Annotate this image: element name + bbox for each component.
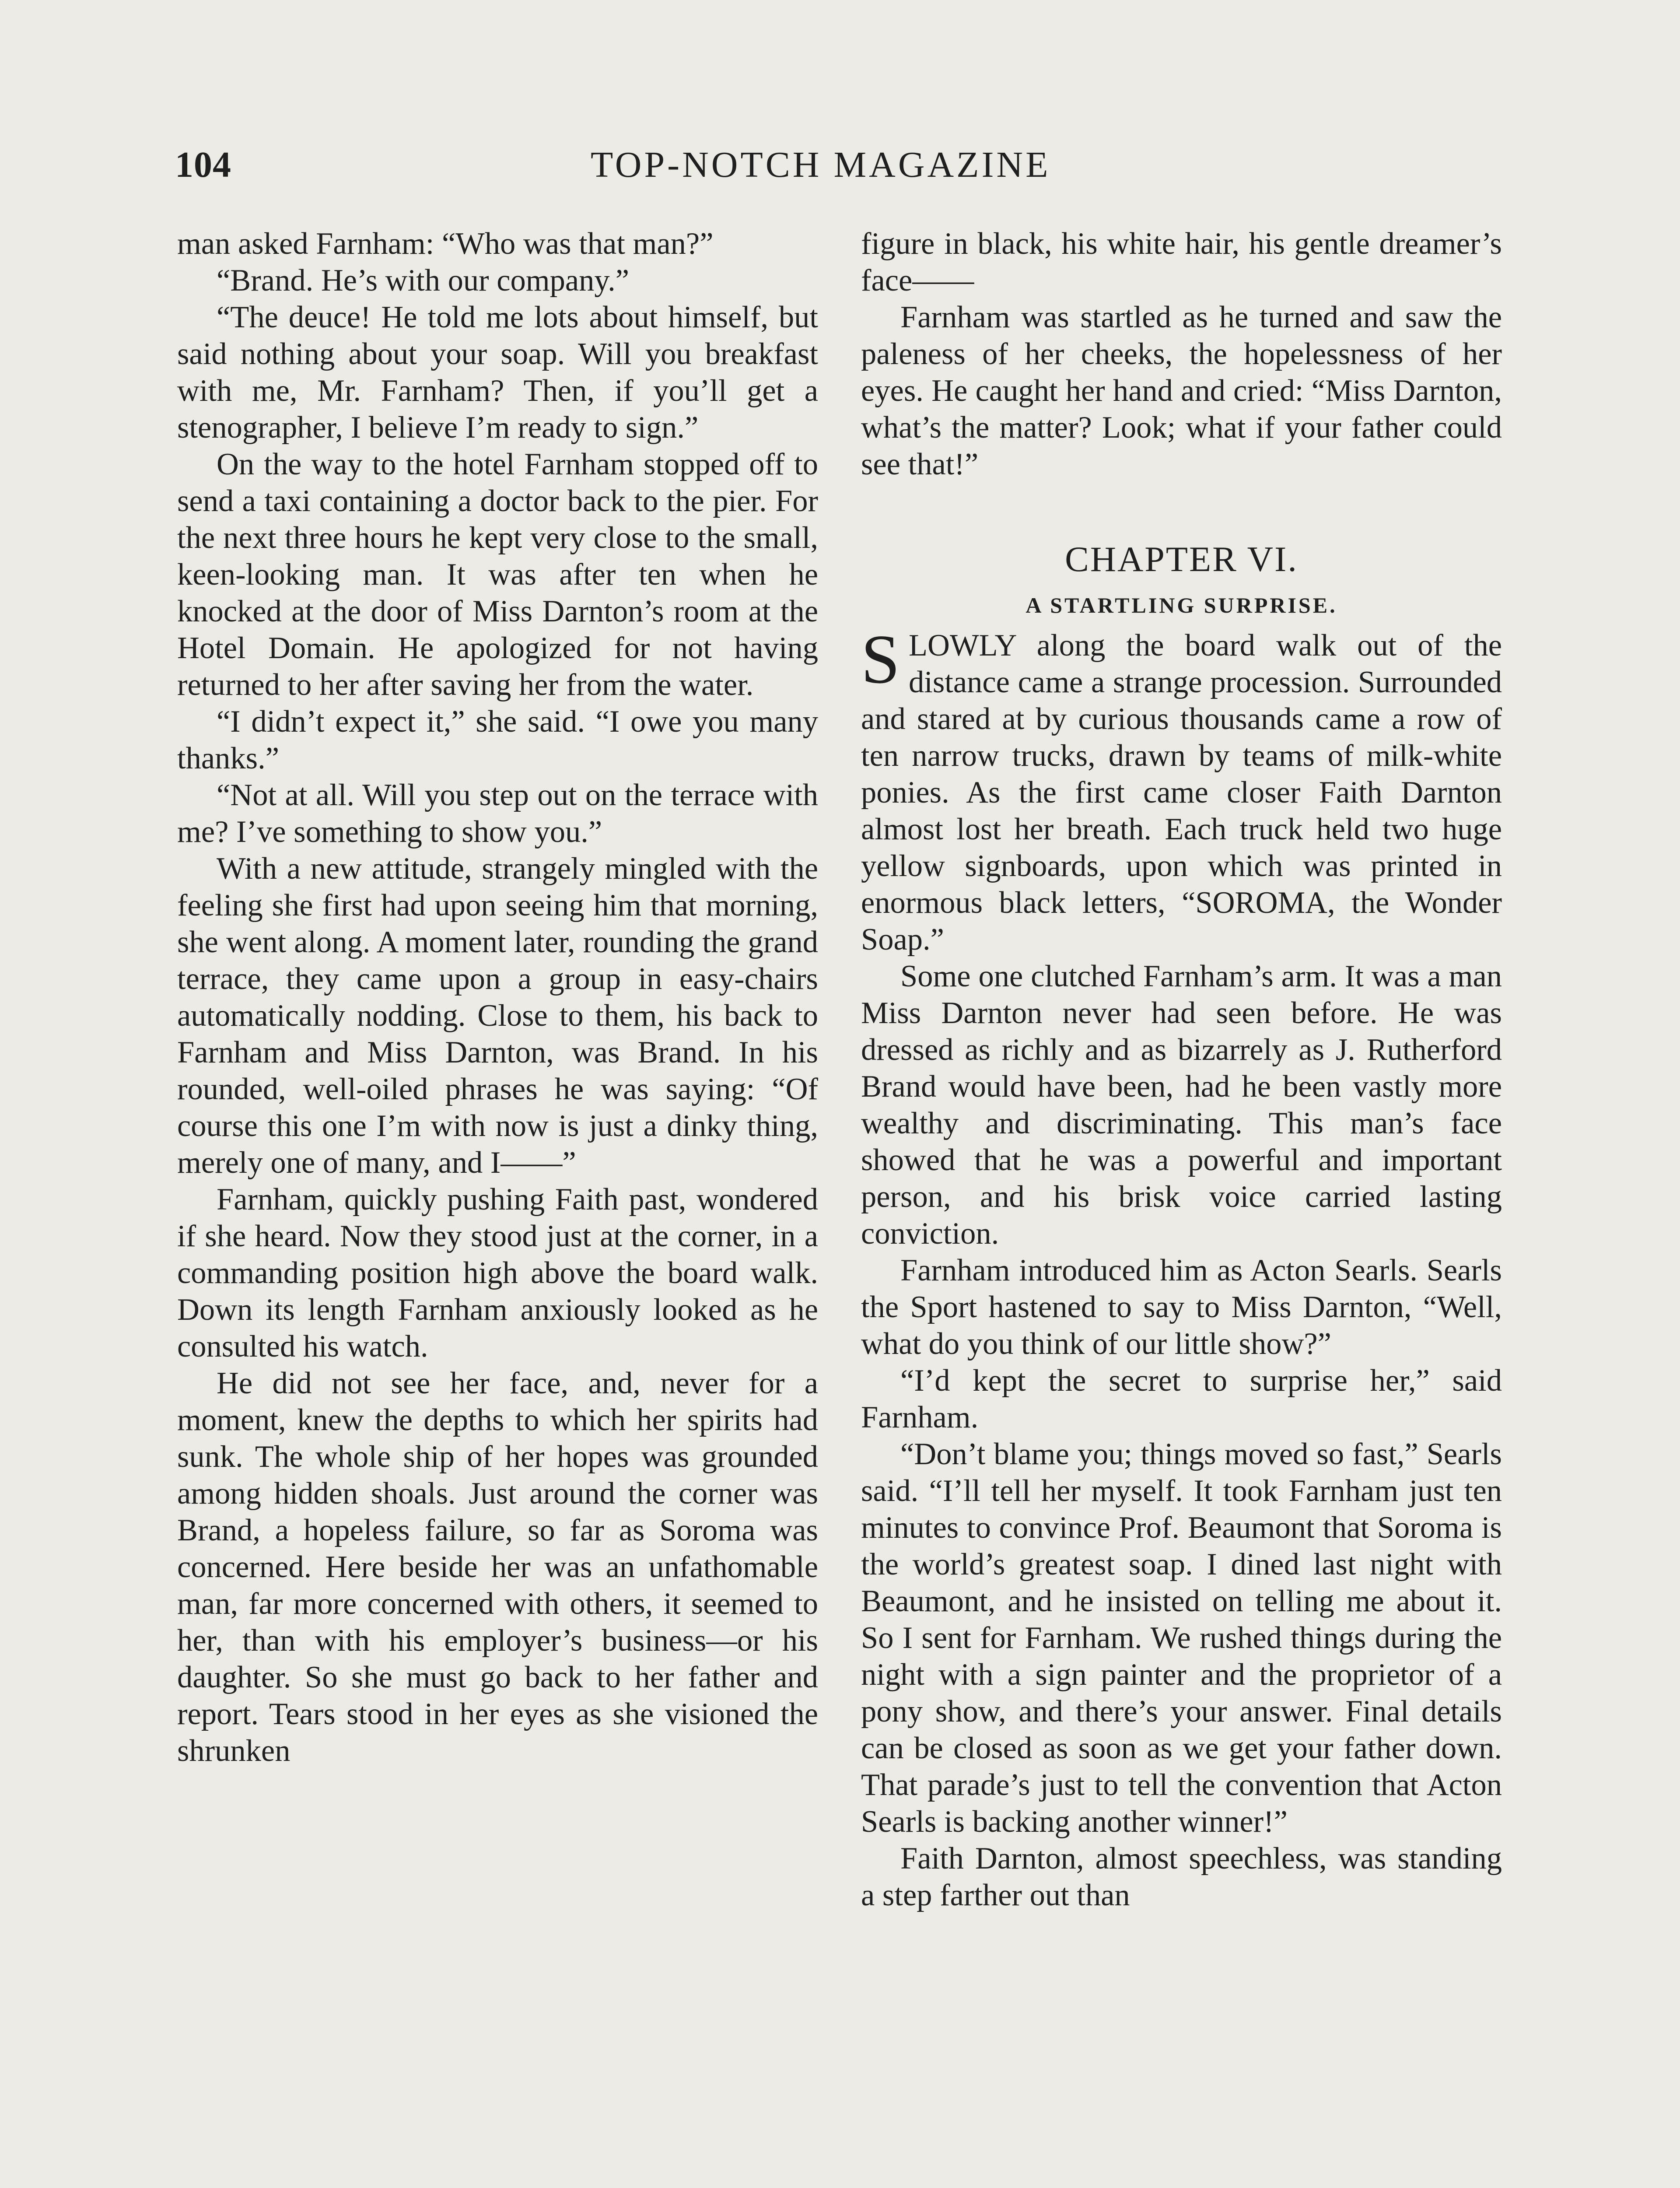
chapter-opening-paragraph xyxy=(861,620,1502,958)
story-paragraph: Some one clutched Farnham’s arm. It was a man Miss Darnton never had seen before. He was dressed as richly and as bizarrely as J. Rutherford Brand would have been, had he been vastly more wealthy and discriminating. This man’s face showed that he was a powerful and important person, and his brisk voice carried lasting conviction. xyxy=(861,959,1502,1251)
magazine-title: TOP-NOTCH MAGAZINE xyxy=(591,144,1051,185)
story-paragraph: He did not see her face, and, never for a moment, knew the depths to which her spirits had sunk. The whole ship of her hopes was grounded among hidden shoals. Just around the corner was Brand, a hopeless failure, so far as Soroma was concerned. Here beside her was an unfathomable man, far more concerned with others, it seemed to her, than with his employer’s business—or his daughter. So she must go back to her father and report. Tears stood in her eyes as she visioned the shrunken xyxy=(177,1366,818,1768)
story-paragraph: figure in black, his white hair, his gentle dreamer’s face—— xyxy=(861,227,1502,298)
chapter-heading: CHAPTER VI. xyxy=(1065,539,1298,579)
story-paragraph: man asked Farnham: “Who was that man?” xyxy=(177,227,714,261)
story-paragraph: “I didn’t expect it,” she said. “I owe you many thanks.” xyxy=(177,705,818,775)
story-paragraph: With a new attitude, strangely mingled with the feeling she first had upon seeing him that morning, she went along. A moment later, rounding the grand terrace, they came upon a group in easy-chairs automatically nodding. Close to them, his back to Farnham and Miss Darnton, was Brand. In his rounded, well-oiled phrases he was saying: “Of course this one I’m with now is just a dinky thing, merely one of many, and I——” xyxy=(177,852,818,1180)
running-head xyxy=(175,139,1514,200)
story-paragraph: “Brand. He’s with our company.” xyxy=(217,263,630,298)
story-paragraph: “Not at all. Will you step out on the terrace with me? I’ve something to show you.” xyxy=(177,778,818,849)
opening-text: LOWLY along the board walk out of the distance came a strange procession. Surrounded and stared at by curious thousands came a row of ten narrow trucks, drawn by teams of milk-white ponies. As the first came closer Faith Darnton almost lost her breath. Each truck held two huge yellow signboards, upon which was printed in enormous black letters, “SOROMA, the Wonder Soap.” xyxy=(861,628,1502,957)
story-paragraph: Farnham was startled as he turned and saw the paleness of her cheeks, the hopelessness of her eyes. He caught her hand and cried: “Miss Darnton, what’s the matter? Look; what if your father could see that!” xyxy=(861,300,1502,481)
story-paragraph: Faith Darnton, almost speechless, was standing a step farther out than xyxy=(861,1841,1502,1912)
right-column xyxy=(861,225,1502,1914)
story-paragraph: Farnham, quickly pushing Faith past, wondered if she heard. Now they stood just at the corner, in a commanding position high above the board walk. Down its length Farnham anxiously looked as he consulted his watch. xyxy=(177,1182,818,1364)
story-paragraph: “I’d kept the secret to surprise her,” said Farnham. xyxy=(861,1364,1502,1434)
page-number: 104 xyxy=(175,144,231,185)
left-column xyxy=(177,225,818,1769)
story-paragraph: Farnham introduced him as Acton Searls. Searls the Sport hastened to say to Miss Darnton, “Well, what do you think of our little show?” xyxy=(861,1253,1502,1361)
story-paragraph: On the way to the hotel Farnham stopped off to send a taxi containing a doctor back to the pier. For the next three hours he kept very close to the small, keen-looking man. It was after ten when he knocked at the door of Miss Darnton’s room at the Hotel Domain. He apologized for not having returned to her after saving her from the water. xyxy=(177,447,818,702)
story-paragraph: “The deuce! He told me lots about himself, but said nothing about your soap. Will you breakfast with me, Mr. Farnham? Then, if you’ll get a stenographer, I believe I’m ready to sign.” xyxy=(177,300,818,445)
chapter-subtitle: A STARTLING SURPRISE. xyxy=(1026,593,1337,617)
story-paragraph: “Don’t blame you; things moved so fast,” Searls said. “I’ll tell her myself. It took Farnham just ten minutes to convince Prof. Beaumont that Soroma is the world’s greatest soap. I dined last night with Beaumont, and he insisted on telling me about it. So I sent for Farnham. We rushed things during the night with a sign painter and the proprietor of a pony show, and there’s your answer. Final details can be closed as soon as we get your father down. That parade’s just to tell the convention that Acton Searls is backing another winner!” xyxy=(861,1437,1502,1839)
drop-cap: S xyxy=(861,620,900,698)
